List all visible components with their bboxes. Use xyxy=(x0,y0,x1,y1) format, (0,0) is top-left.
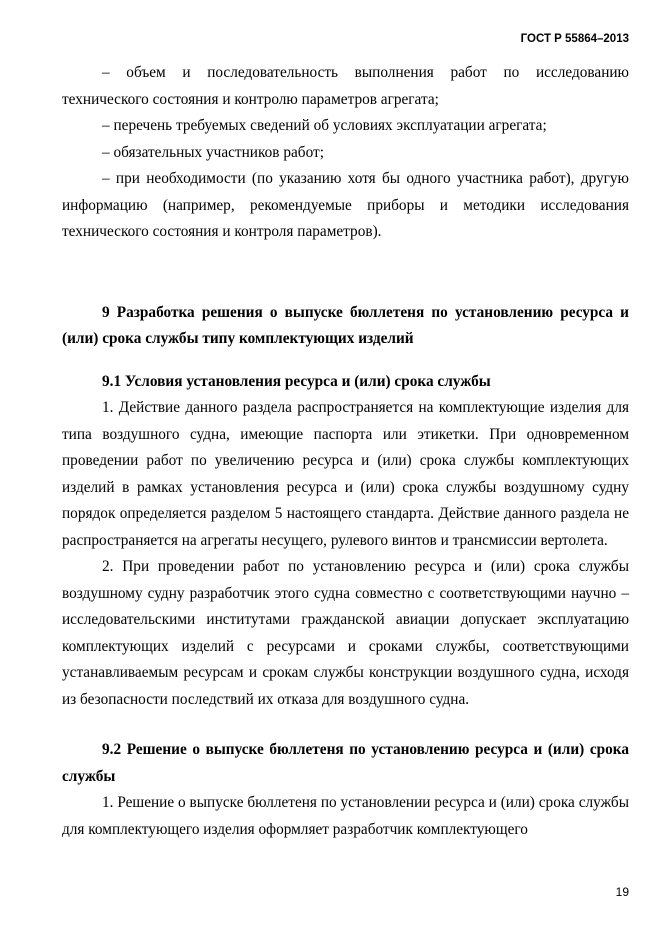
list-item: – обязательных участников работ; xyxy=(102,143,324,161)
subsection-heading: 9.2 Решение о выпуске бюллетеня по установлению ресурса и (или) срока службы xyxy=(62,741,629,785)
list-item: – перечень требуемых сведений об условиях эксплуатации агрегата; xyxy=(102,117,547,134)
standard-code-header: ГОСТ Р 55864–2013 xyxy=(520,33,629,45)
spacer xyxy=(62,353,629,369)
paragraph: 2. При проведении работ по установлению ресурса и (или) срока службы воздушному судну разработчик этого судна совместно с соответствующими научно – исследовательскими институтами гражданской авиации допускает эксплуатацию комплектующих изделий с ресурсами и сроками службы, соответствующими устанавливаемым ресурсам и срокам службы конструкции воздушного судна, исходя из безопасности последствий их отказа для воздушного судна. xyxy=(62,558,629,708)
paragraph: 1. Действие данного раздела распространяется на комплектующие изделия для типа воздушного судна, имеющие паспорта или этикетки. При одновременном проведении работ по увеличению ресурса и (или) срока службы комплектующих изделий в рамках установления ресурса и (или) срока службы воздушному судну порядок определяется разделом 5 настоящего стандарта. Действие данного раздела не распространяется на агрегаты несущего, рулевого винтов и трансмиссии вертолета. xyxy=(62,399,629,549)
document-body xyxy=(62,60,629,843)
page-number: 19 xyxy=(615,885,629,899)
section-heading: 9 Разработка решения о выпуске бюллетеня по установлению ресурса и (или) срока службы типу комплектующих изделий xyxy=(62,303,629,347)
subsection-heading: 9.1 Условия установления ресурса и (или) срока службы xyxy=(102,372,491,390)
list-item: – объем и последовательность выполнения работ по исследованию технического состояния и контролю параметров агрегата; xyxy=(62,64,629,108)
paragraph: 1. Решение о выпуске бюллетеня по установлении ресурса и (или) срока службы для комплектующего изделия оформляет разработчик комплектующего xyxy=(62,794,629,838)
spacer xyxy=(62,246,629,300)
spacer xyxy=(62,713,629,737)
list-item: – при необходимости (по указанию хотя бы одного участника работ), другую информацию (например, рекомендуемые приборы и методики исследования технического состояния и контроля параметров). xyxy=(62,170,629,240)
